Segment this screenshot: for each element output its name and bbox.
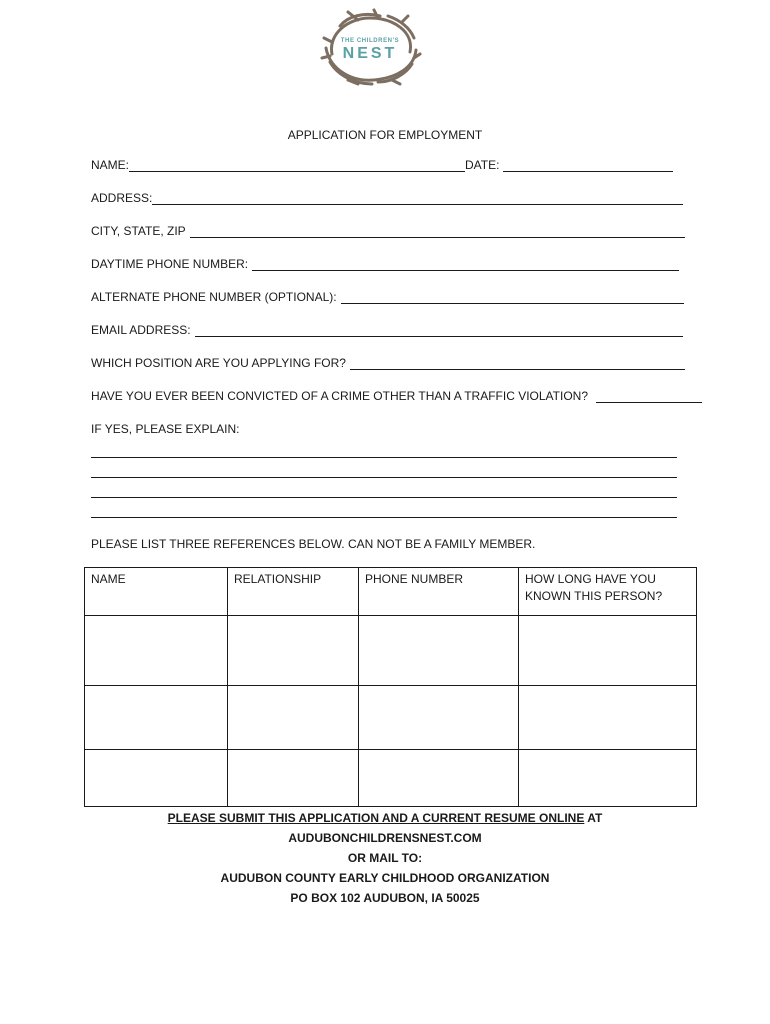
reference-cell[interactable] bbox=[85, 686, 228, 750]
crime-label: HAVE YOU EVER BEEN CONVICTED OF A CRIME OTHER THAN A TRAFFIC VIOLATION? bbox=[91, 389, 588, 403]
daytime-phone-label: DAYTIME PHONE NUMBER: bbox=[91, 257, 249, 271]
name-date-row bbox=[91, 156, 673, 172]
position-label: WHICH POSITION ARE YOU APPLYING FOR? bbox=[91, 356, 346, 370]
city-field[interactable] bbox=[190, 225, 685, 238]
table-row bbox=[85, 750, 697, 807]
name-label: NAME: bbox=[91, 158, 130, 172]
daytime-phone-field[interactable] bbox=[252, 258, 679, 271]
city-row bbox=[91, 222, 685, 238]
reference-cell[interactable] bbox=[359, 616, 519, 686]
explain-line[interactable] bbox=[91, 457, 677, 458]
reference-cell[interactable] bbox=[359, 750, 519, 807]
table-row bbox=[85, 616, 697, 686]
reference-cell[interactable] bbox=[519, 616, 697, 686]
alternate-phone-row bbox=[91, 288, 684, 304]
daytime-phone-row bbox=[91, 255, 679, 271]
reference-cell[interactable] bbox=[359, 686, 519, 750]
form-title: APPLICATION FOR EMPLOYMENT bbox=[287, 128, 483, 142]
position-field[interactable] bbox=[350, 357, 685, 370]
submission-instructions bbox=[0, 808, 770, 908]
reference-cell[interactable] bbox=[85, 750, 228, 807]
name-field[interactable] bbox=[129, 159, 465, 172]
logo-text-main: NEST bbox=[342, 45, 398, 62]
address-row bbox=[91, 189, 683, 205]
table-header-row bbox=[85, 568, 697, 616]
explain-line[interactable] bbox=[91, 517, 677, 518]
reference-cell[interactable] bbox=[228, 750, 359, 807]
position-row bbox=[91, 354, 685, 370]
mailing-address: PO BOX 102 AUDUBON, IA 50025 bbox=[290, 891, 480, 905]
reference-cell[interactable] bbox=[228, 686, 359, 750]
organization-name: AUDUBON COUNTY EARLY CHILDHOOD ORGANIZATION bbox=[220, 871, 550, 885]
footer-line-1 bbox=[0, 808, 770, 828]
explain-row bbox=[91, 420, 240, 436]
reference-cell[interactable] bbox=[228, 616, 359, 686]
explain-line[interactable] bbox=[91, 497, 677, 498]
website-text: AUDUBONCHILDRENSNEST.COM bbox=[288, 831, 482, 845]
submit-online-text: PLEASE SUBMIT THIS APPLICATION AND A CURRENT RESUME ONLINE bbox=[167, 811, 585, 825]
address-label: ADDRESS: bbox=[91, 191, 153, 205]
explain-line[interactable] bbox=[91, 477, 677, 478]
reference-cell[interactable] bbox=[519, 750, 697, 807]
table-row bbox=[85, 686, 697, 750]
submit-online-suffix: AT bbox=[584, 811, 603, 825]
column-header-name: NAME bbox=[85, 568, 228, 616]
email-field[interactable] bbox=[195, 324, 683, 337]
references-note: PLEASE LIST THREE REFERENCES BELOW. CAN NOT BE A FAMILY MEMBER. bbox=[91, 537, 536, 551]
date-field[interactable] bbox=[503, 159, 673, 172]
reference-cell[interactable] bbox=[85, 616, 228, 686]
explain-label: IF YES, PLEASE EXPLAIN: bbox=[91, 422, 240, 436]
address-field[interactable] bbox=[152, 192, 683, 205]
alternate-phone-field[interactable] bbox=[341, 291, 684, 304]
email-row bbox=[91, 321, 683, 337]
city-label: CITY, STATE, ZIP bbox=[91, 224, 186, 238]
crime-row bbox=[91, 387, 702, 403]
crime-field[interactable] bbox=[596, 390, 702, 403]
logo-text-top: THE CHILDREN'S bbox=[340, 38, 400, 44]
date-label: DATE: bbox=[465, 158, 500, 172]
childrens-nest-logo bbox=[318, 8, 422, 88]
reference-cell[interactable] bbox=[519, 686, 697, 750]
alternate-phone-label: ALTERNATE PHONE NUMBER (OPTIONAL): bbox=[91, 290, 337, 304]
mail-to-text: OR MAIL TO: bbox=[347, 851, 423, 865]
references-table bbox=[84, 567, 697, 807]
column-header-how-long: HOW LONG HAVE YOU KNOWN THIS PERSON? bbox=[519, 568, 697, 616]
column-header-phone: PHONE NUMBER bbox=[359, 568, 519, 616]
column-header-relationship: RELATIONSHIP bbox=[228, 568, 359, 616]
email-label: EMAIL ADDRESS: bbox=[91, 323, 191, 337]
